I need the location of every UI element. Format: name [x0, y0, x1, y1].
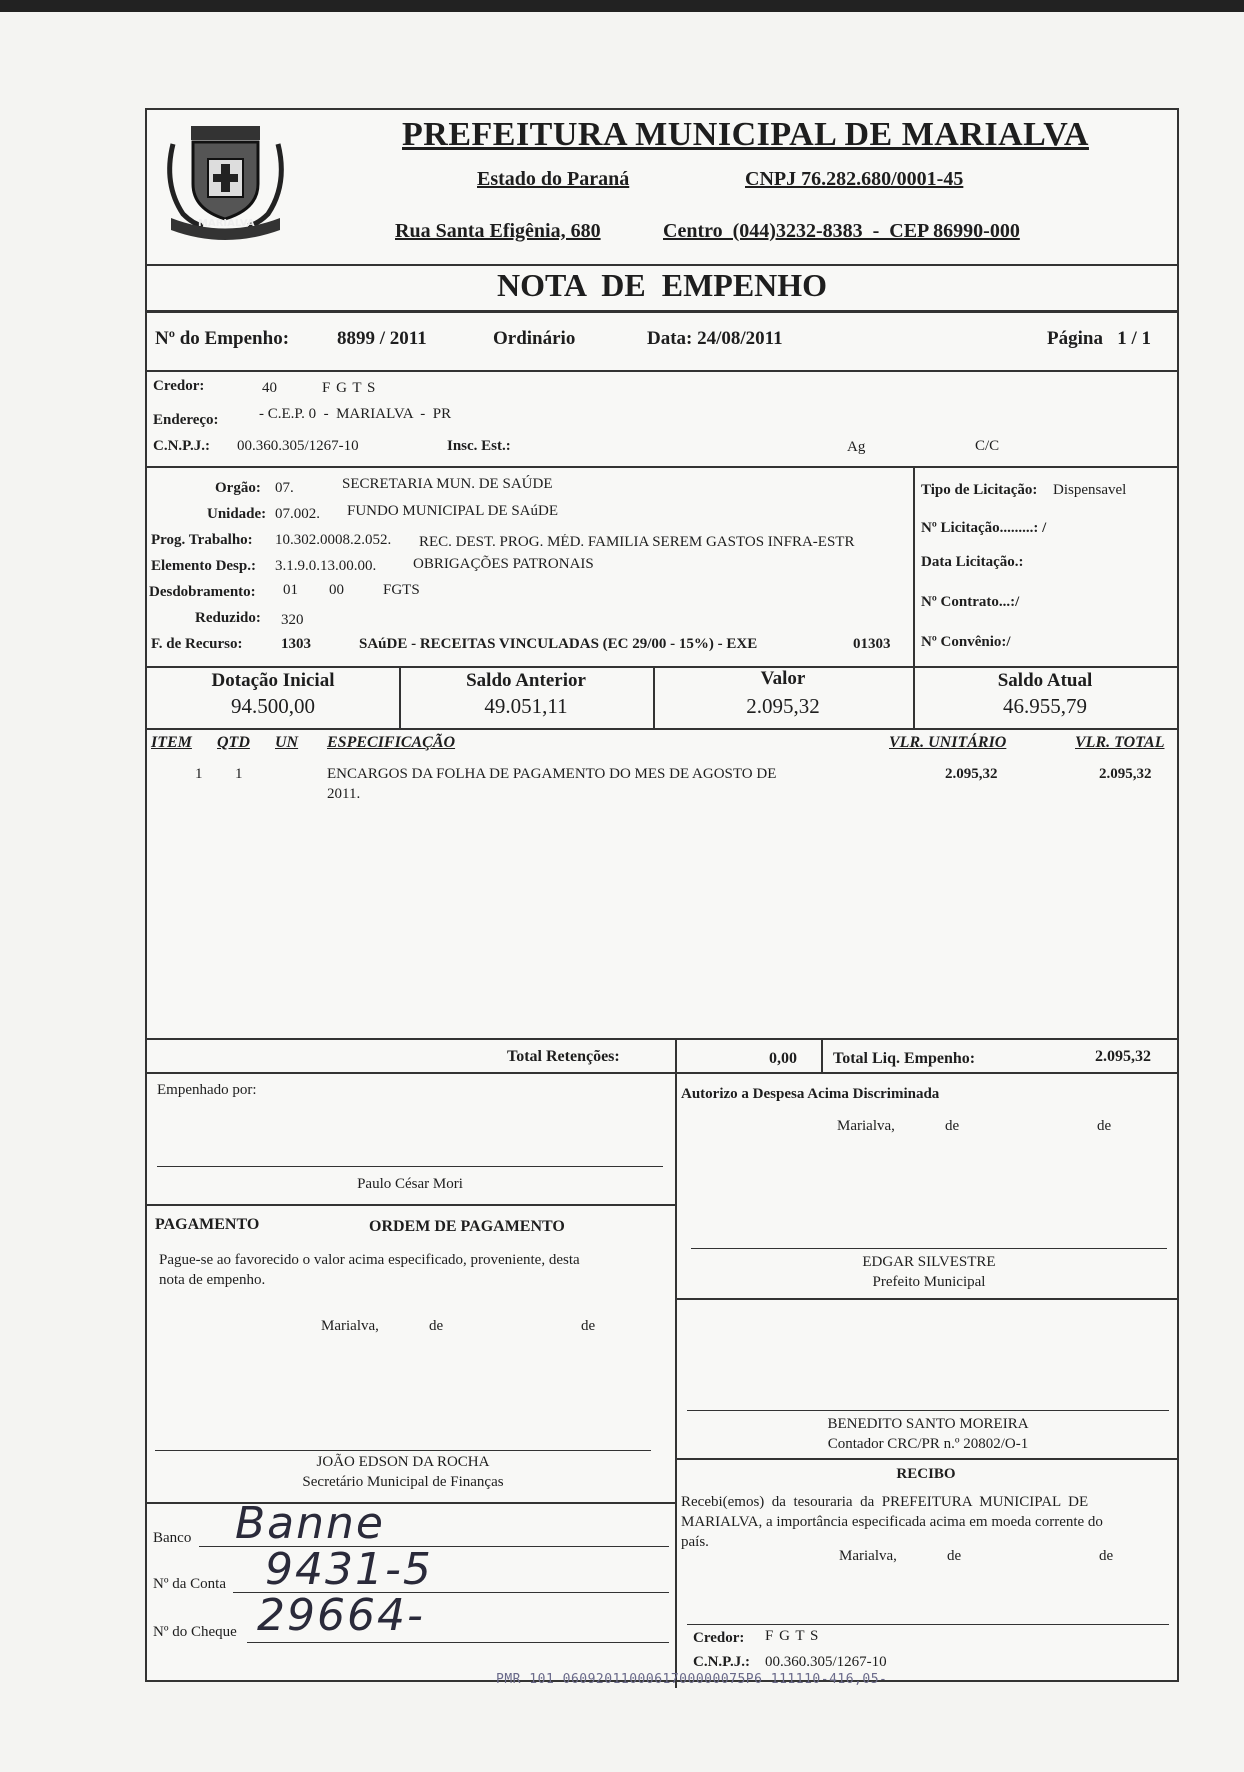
recibo-text-line2: MARIALVA, a importância especificada acima em moeda corrente do [681, 1514, 1103, 1530]
document-title: NOTA DE EMPENHO [496, 267, 828, 303]
divider [147, 1502, 675, 1504]
empenhado-por-name: Paulo César Mori [357, 1176, 463, 1192]
prefeitura-cnpj: CNPJ 76.282.680/0001-45 [745, 168, 964, 190]
unidade-name: FUNDO MUNICIPAL DE SAúDE [347, 503, 558, 519]
prefeito-role: Prefeito Municipal [872, 1274, 986, 1290]
dotacao-inicial-label: Dotação Inicial [211, 670, 335, 691]
prog-trabalho-code: 10.302.0008.2.052. [275, 532, 392, 548]
fonte-recurso-code: 1303 [281, 636, 311, 652]
fonte-recurso-label: F. de Recurso: [151, 636, 243, 652]
orgao-code: 07. [275, 480, 294, 496]
item-number: 1 [195, 766, 203, 782]
divider [913, 466, 915, 666]
recibo-cnpj-label: C.N.P.J.: [693, 1654, 750, 1670]
pagamento-de-2: de [581, 1318, 596, 1334]
empenho-number: 8899 / 2011 [337, 328, 427, 349]
credor-name: F G T S [322, 380, 377, 396]
recibo-title: RECIBO [896, 1466, 956, 1482]
qtd-column-header: QTD [217, 734, 250, 751]
total-retencoes-value: 0,00 [769, 1050, 797, 1067]
divider [147, 264, 1177, 266]
total-liquido-label: Total Liq. Empenho: [833, 1050, 976, 1067]
banco-handwritten: Banne [235, 1498, 385, 1549]
total-liquido-value: 2.095,32 [1095, 1048, 1151, 1065]
empenhado-por-label: Empenhado por: [157, 1082, 257, 1098]
data-licitacao-label: Data Licitação.: [921, 554, 1024, 570]
empenho-date: Data: 24/08/2011 [647, 328, 783, 349]
endereco-label: Endereço: [153, 412, 219, 428]
desdobramento-b: 00 [329, 582, 344, 598]
saldo-anterior-value: 49.051,11 [484, 694, 568, 718]
pagamento-city: Marialva, [321, 1318, 379, 1334]
divider [147, 310, 1177, 313]
machine-stamp: PMR 101 0609201100061700000075P6 111110-416,05- [496, 1672, 888, 1687]
autorizo-city: Marialva, [837, 1118, 895, 1134]
autorizo-de-2: de [1097, 1118, 1112, 1134]
pagamento-text-line2: nota de empenho. [159, 1272, 266, 1288]
numero-contrato: Nº Contrato...:/ [921, 594, 1020, 610]
pagamento-de-1: de [429, 1318, 444, 1334]
orgao-name: SECRETARIA MUN. DE SAÚDE [342, 476, 553, 492]
total-retencoes-label: Total Retenções: [507, 1048, 620, 1065]
desdobramento-label: Desdobramento: [149, 584, 256, 600]
cheque-line [247, 1642, 669, 1643]
elemento-desp-label: Elemento Desp.: [151, 558, 256, 574]
unidade-label: Unidade: [207, 506, 267, 522]
fonte-recurso-name: SAúDE - RECEITAS VINCULADAS (EC 29/00 - 15%) - EXE [359, 636, 758, 652]
credor-code: 40 [262, 380, 277, 396]
divider [147, 728, 1177, 730]
numero-convenio: Nº Convênio:/ [921, 634, 1011, 650]
item-qtd: 1 [235, 766, 243, 782]
divider [147, 1072, 1177, 1074]
recibo-credor-value: F G T S [765, 1628, 820, 1644]
secretario-role: Secretário Municipal de Finanças [302, 1474, 504, 1490]
valor-label: Valor [760, 668, 806, 689]
dotacao-inicial-value: 94.500,00 [231, 694, 315, 718]
conta-label: Nº da Conta [153, 1576, 226, 1592]
reduzido-label: Reduzido: [195, 610, 261, 626]
unidade-code: 07.002. [275, 506, 320, 522]
elemento-desp-code: 3.1.9.0.13.00.00. [275, 558, 377, 574]
signature-line [155, 1450, 651, 1451]
signature-line [691, 1248, 1167, 1249]
credor-label: Credor: [153, 378, 205, 394]
especificacao-column-header: ESPECIFICAÇÃO [327, 734, 456, 751]
signature-line [687, 1624, 1169, 1625]
recibo-credor-label: Credor: [693, 1630, 745, 1646]
recibo-de-1: de [947, 1548, 962, 1564]
un-column-header: UN [275, 734, 299, 751]
contador-name: BENEDITO SANTO MOREIRA [827, 1416, 1029, 1432]
saldo-atual-value: 46.955,79 [1003, 694, 1087, 718]
cheque-label: Nº do Cheque [153, 1624, 237, 1640]
recibo-de-2: de [1099, 1548, 1114, 1564]
signature-line [687, 1410, 1169, 1411]
street-address: Rua Santa Efigênia, 680 [395, 220, 601, 242]
page-number: Página 1 / 1 [1047, 328, 1151, 349]
banco-label: Banco [153, 1530, 192, 1546]
item-valor-unitario: 2.095,32 [945, 766, 998, 782]
saldo-anterior-label: Saldo Anterior [466, 670, 586, 691]
recibo-cnpj-value: 00.360.305/1267-10 [765, 1654, 887, 1670]
agencia-label: Ag [847, 439, 866, 455]
divider [821, 1038, 823, 1072]
desdobramento-a: 01 [283, 582, 298, 598]
endereco-value: - C.E.P. 0 - MARIALVA - PR [259, 406, 452, 422]
autorizo-label: Autorizo a Despesa Acima Discriminada [681, 1086, 940, 1102]
recibo-text-line3: país. [681, 1534, 709, 1550]
cheque-handwritten: 29664- [257, 1590, 425, 1641]
signature-line [157, 1166, 663, 1167]
divider [675, 1298, 1177, 1300]
prefeitura-title: PREFEITURA MUNICIPAL DE MARIALVA [402, 116, 1089, 153]
recibo-text-line1: Recebi(emos) da tesouraria da PREFEITURA MUNICIPAL DE [681, 1494, 1089, 1510]
orgao-label: Orgão: [215, 480, 261, 496]
contador-role: Contador CRC/PR n.º 20802/O-1 [827, 1436, 1029, 1452]
numero-licitacao: Nº Licitação.........: / [921, 520, 1047, 536]
conta-corrente-label: C/C [975, 438, 1000, 454]
scan-top-edge [0, 0, 1244, 12]
valor-total-column-header: VLR. TOTAL [1075, 734, 1165, 751]
prog-trabalho-label: Prog. Trabalho: [151, 532, 253, 548]
divider [675, 1038, 677, 1688]
item-especificacao-line1: ENCARGOS DA FOLHA DE PAGAMENTO DO MES DE AGOSTO DE [327, 766, 777, 782]
autorizo-de-1: de [945, 1118, 960, 1134]
tipo-licitacao-value: Dispensavel [1053, 482, 1127, 498]
item-valor-total: 2.095,32 [1099, 766, 1152, 782]
crest-banner-text: MARIALVA [198, 218, 255, 229]
pagamento-text-line1: Pague-se ao favorecido o valor acima especificado, proveniente, desta [159, 1252, 580, 1268]
saldo-atual-label: Saldo Atual [997, 670, 1093, 691]
divider [675, 1458, 1177, 1460]
elemento-desp-name: OBRIGAÇÕES PATRONAIS [413, 556, 594, 572]
divider [147, 1038, 1177, 1040]
item-column-header: ITEM [151, 734, 192, 751]
cnpj-label: C.N.P.J.: [153, 438, 210, 454]
divider [147, 1204, 675, 1206]
prefeito-name: EDGAR SILVESTRE [862, 1254, 996, 1270]
credor-cnpj: 00.360.305/1267-10 [237, 438, 359, 454]
item-especificacao-line2: 2011. [327, 786, 361, 802]
secretario-name: JOÃO EDSON DA ROCHA [316, 1454, 490, 1470]
divider [147, 466, 1177, 468]
desdobramento-name: FGTS [383, 582, 420, 598]
empenho-type: Ordinário [493, 328, 576, 349]
district-phone-cep: Centro (044)3232-8383 - CEP 86990-000 [663, 220, 1020, 242]
divider [147, 370, 1177, 372]
ordem-pagamento-label: ORDEM DE PAGAMENTO [369, 1218, 565, 1235]
tipo-licitacao-label: Tipo de Licitação: [921, 482, 1038, 498]
empenho-number-label: Nº do Empenho: [155, 328, 290, 349]
reduzido-value: 320 [281, 612, 304, 628]
state-name: Estado do Paraná [477, 168, 630, 190]
valor-unitario-column-header: VLR. UNITÁRIO [889, 734, 1007, 751]
fonte-recurso-number: 01303 [853, 636, 891, 652]
nota-de-empenho-form [145, 108, 1179, 1682]
insc-est-label: Insc. Est.: [447, 438, 511, 454]
municipal-crest [153, 114, 298, 242]
conta-handwritten: 9431-5 [265, 1544, 433, 1595]
valor-value: 2.095,32 [746, 694, 820, 718]
prog-trabalho-name: REC. DEST. PROG. MÉD. FAMILIA SEREM GASTOS INFRA-ESTR [419, 534, 855, 550]
recibo-city: Marialva, [839, 1548, 897, 1564]
pagamento-label: PAGAMENTO [155, 1216, 260, 1233]
